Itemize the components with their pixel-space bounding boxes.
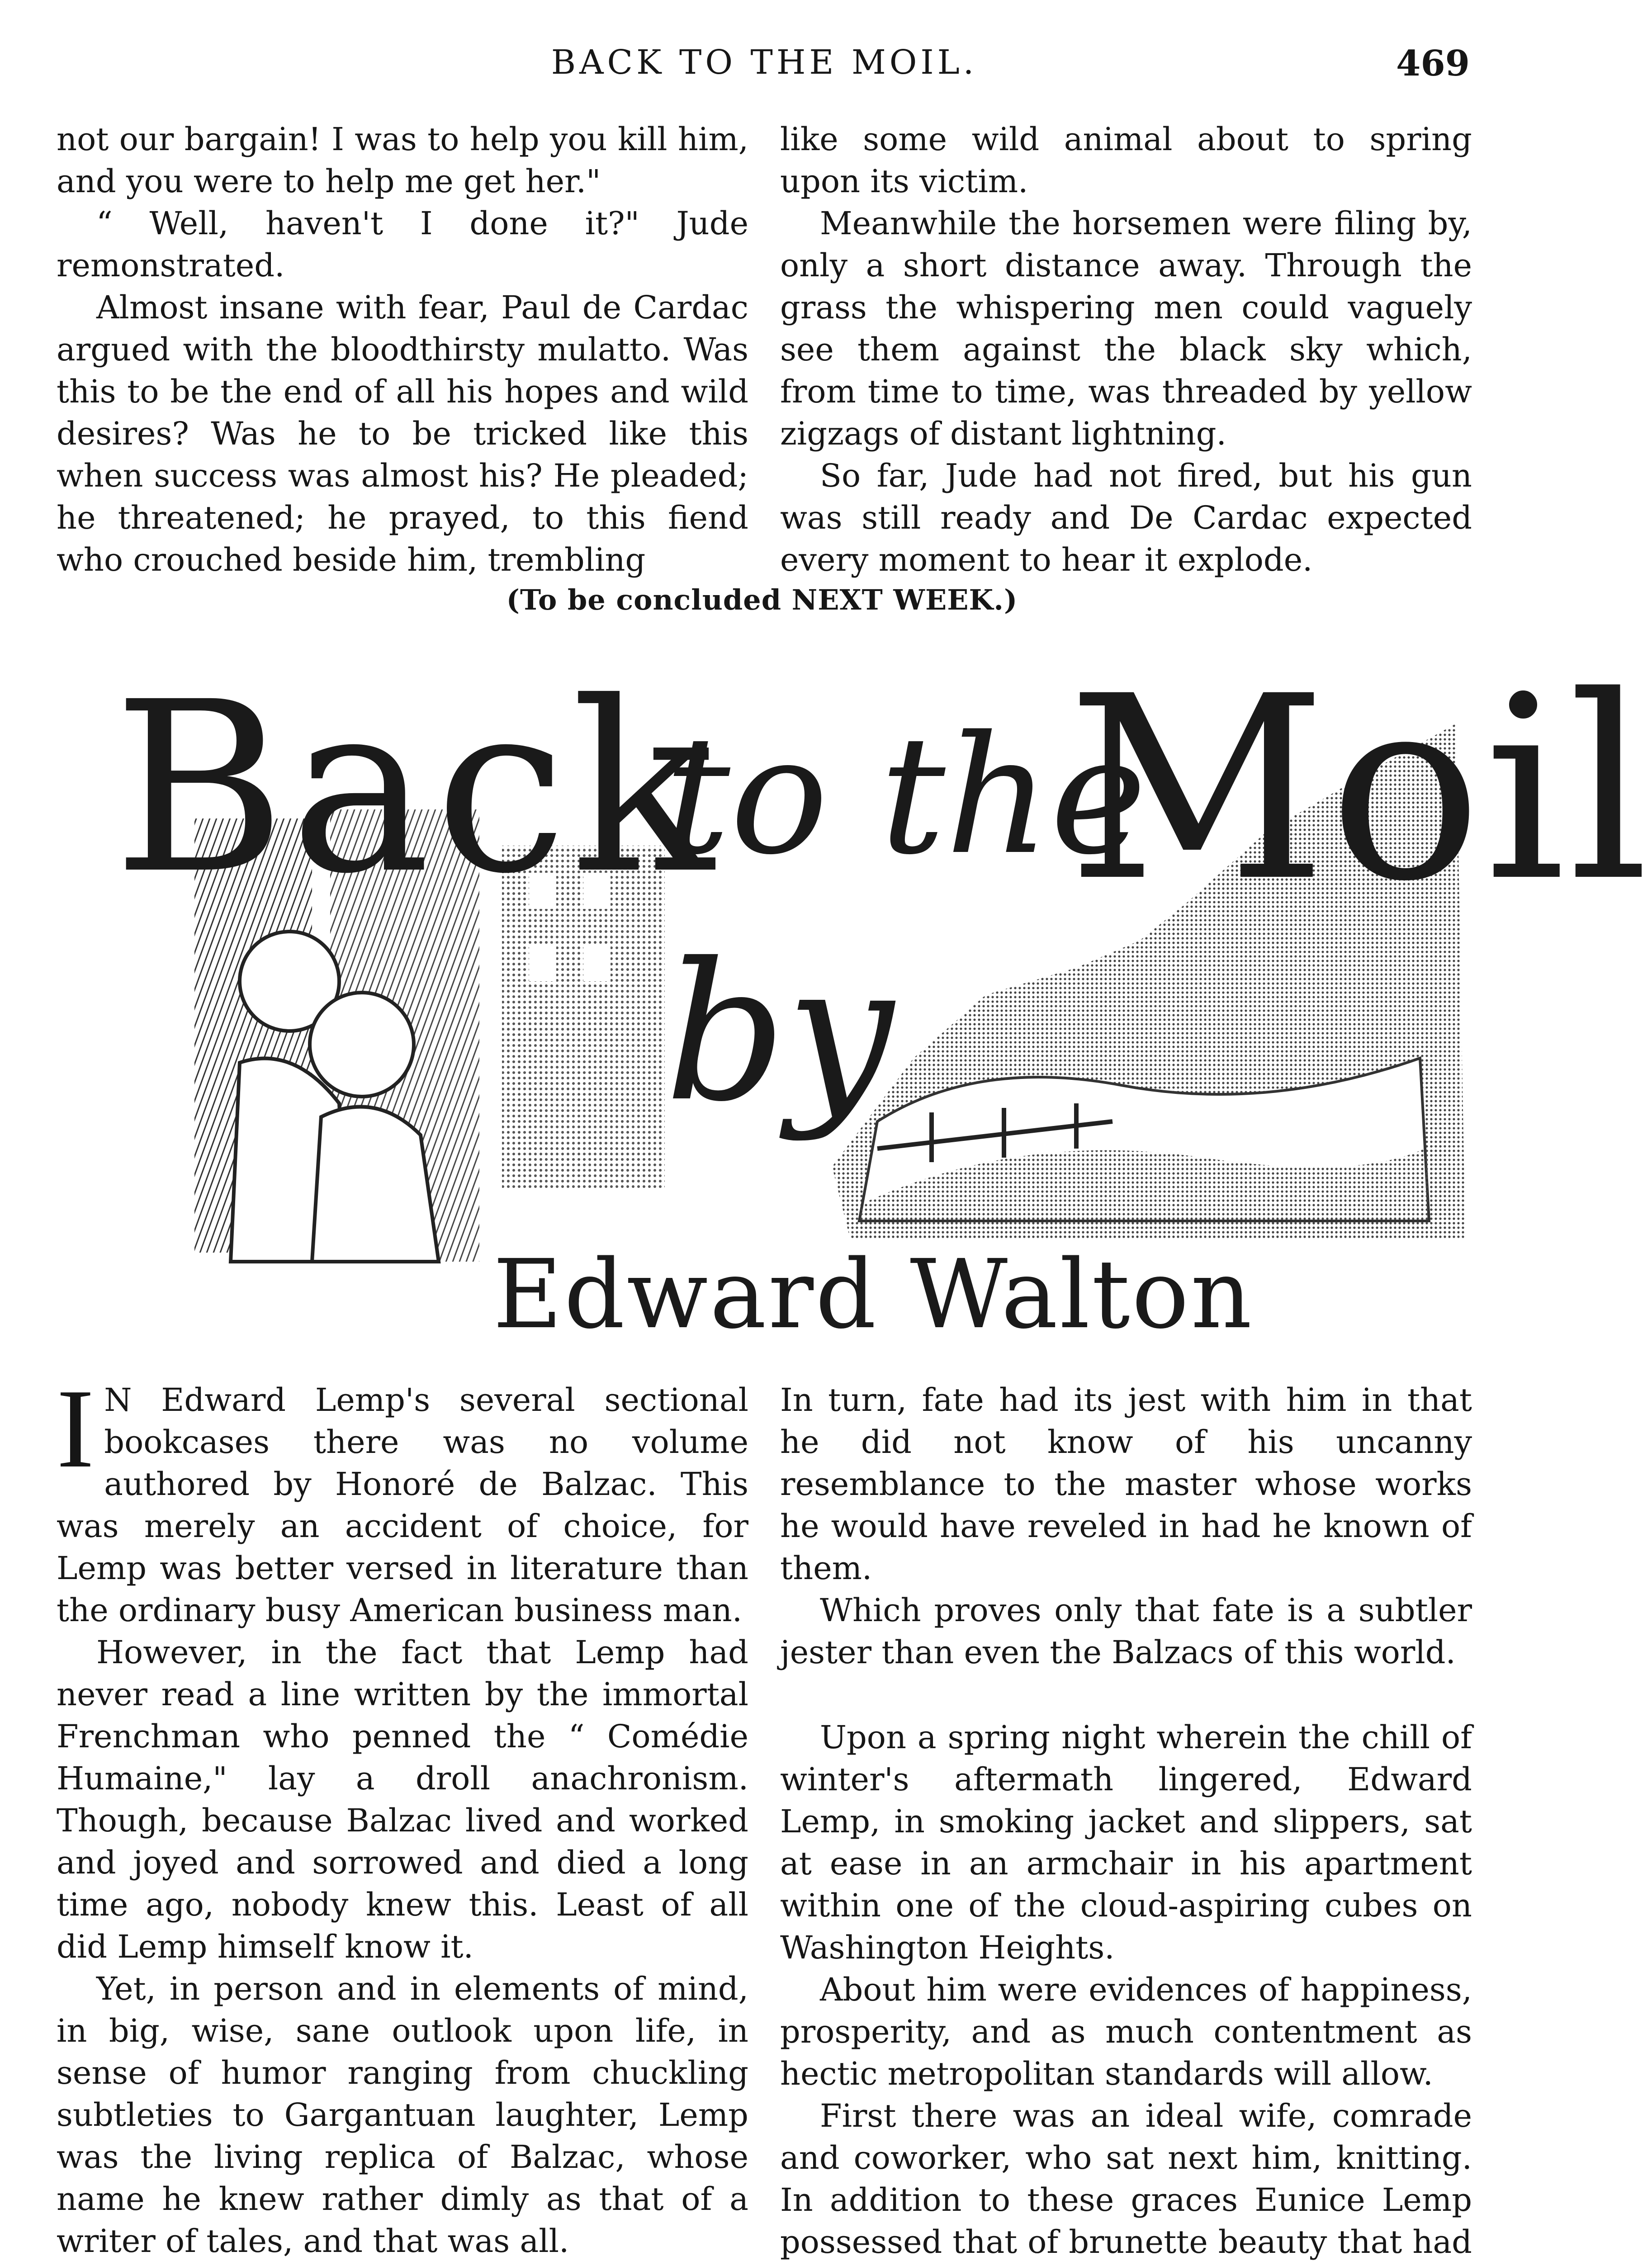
- top-right-column: [780, 118, 1472, 581]
- paragraph: not our bargain! I was to help you kill him, and you were to help me get her.": [57, 121, 748, 200]
- paragraph: like some wild animal about to spring upon its victim.: [780, 121, 1472, 200]
- opening-text: N Edward Lemp's several sectional bookcases there was no volume authored by Honoré de Balzac. This was merely an accident of choice, for Lemp was better versed in literature than the ordinary busy American business man.: [57, 1381, 748, 1629]
- story-right-column: [780, 1379, 1472, 2261]
- section-break: [780, 1674, 1472, 1717]
- running-title: BACK TO THE MOIL.: [551, 43, 978, 82]
- paragraph: In turn, fate had its jest with him in that he did not know of his uncanny resemblance to the master whose works he would have reveled in had he known of them.: [780, 1381, 1472, 1587]
- title-word-moil: Moil: [1067, 642, 1652, 937]
- opening-paragraph: [57, 1366, 748, 1632]
- title-word-back: Back: [113, 651, 719, 925]
- continued-note: (To be concluded NEXT WEEK.): [506, 583, 1018, 616]
- top-left-column: [57, 118, 748, 581]
- title-word-by: by: [665, 922, 894, 1144]
- paragraph: “ Well, haven't I done it?" Jude remonstrated.: [57, 205, 748, 284]
- paragraph: Yet, in person and in elements of mind, in big, wise, sane outlook upon life, in sense of humor ranging from chuckling subtleties to Gargantuan laughter, Lemp was the living replica of Balzac, whose name he knew rather dimly as that of a writer of tales, and that was all.: [57, 1970, 748, 2260]
- paragraph: Upon a spring night wherein the chill of winter's aftermath lingered, Edward Lemp, in smoking jacket and slippers, sat at ease in an armchair in his apartment within one of the cloud-aspiring cubes on Washington Heights.: [780, 1719, 1472, 1966]
- paragraph: First there was an ideal wife, comrade and coworker, who sat next him, knitting. In addition to these graces Eunice Lemp possessed that of brunette beauty that had: [780, 2097, 1472, 2261]
- running-header: [59, 43, 1470, 97]
- paragraph: However, in the fact that Lemp had never read a line written by the immortal Frenchman who penned the “ Comédie Humaine," lay a droll anachronism. Though, because Balzac lived and worked and joyed and sorrowed and died a long time ago, nobody knew this. Least of all did Lemp himself know it.: [57, 1634, 748, 1965]
- author-name: Edward Walton: [493, 1239, 1254, 1350]
- paragraph: Almost insane with fear, Paul de Cardac argued with the bloodthirsty mulatto. Was this to be the end of all his hopes and wild desires? Was he to be tricked like this when success was almost his? He pleaded; he threatened; he prayed, to this fiend who crouched beside him, trembling: [57, 289, 748, 578]
- title-illustration: [50, 642, 1652, 1370]
- paragraph: So far, Jude had not fired, but his gun was still ready and De Cardac expected every moment to hear it explode.: [780, 457, 1472, 578]
- drop-cap: I: [57, 1366, 95, 1491]
- paragraph: Meanwhile the horsemen were filing by, only a short distance away. Through the grass the whispering men could vaguely see them against the black sky which, from time to time, was threaded by yellow zigzags of distant lightning.: [780, 205, 1472, 452]
- paragraph: Which proves only that fate is a subtler jester than even the Balzacs of this world.: [780, 1592, 1472, 1671]
- title-word-to-the: to the: [665, 701, 1147, 890]
- story-left-column: [57, 1366, 748, 2261]
- paragraph: About him were evidences of happiness, prosperity, and as much contentment as hectic metropolitan standards will allow.: [780, 1971, 1472, 2092]
- page-number: 469: [1396, 43, 1470, 84]
